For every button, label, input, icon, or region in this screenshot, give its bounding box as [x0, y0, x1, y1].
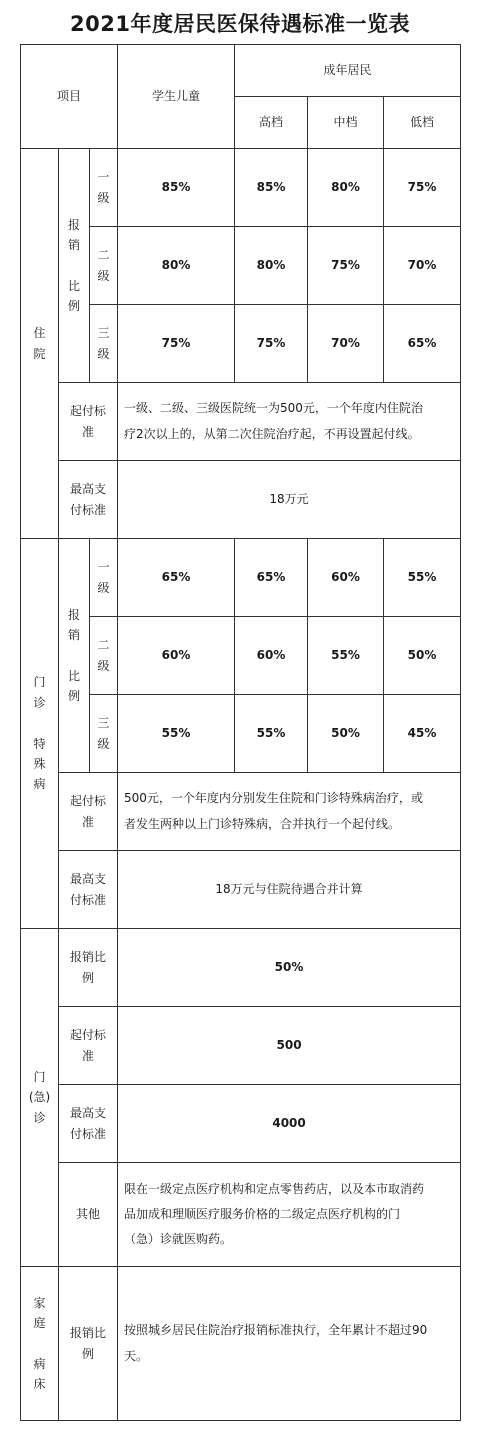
- inpatient-level-3-high: 75%: [235, 305, 308, 383]
- emergency-deductible-row: [21, 1007, 461, 1085]
- emergency-ratio-label: 报销比 例: [59, 929, 118, 1007]
- header-adult: 成年居民: [235, 45, 461, 97]
- emergency-max-label: 最高支 付标准: [59, 1085, 118, 1163]
- inpatient-deductible-text: 一级、二级、三级医院统一为500元，一个年度内住院治 疗2次以上的，从第二次住院治疗起，不再设置起付线。: [118, 383, 461, 461]
- special-label: 门 诊 特 殊 病: [21, 539, 59, 929]
- page-title: 2021年度居民医保待遇标准一览表: [70, 12, 410, 36]
- special-deductible-label: 起付标 准: [59, 773, 118, 851]
- special-level-3-high: 55%: [235, 695, 308, 773]
- header-low: 低档: [384, 97, 461, 149]
- special-deductible-row: [21, 773, 461, 851]
- special-level-3-student: 55%: [118, 695, 235, 773]
- special-level-1-row: [21, 539, 461, 617]
- inpatient-max-label: 最高支 付标准: [59, 461, 118, 539]
- emergency-other-label: 其他: [59, 1163, 118, 1267]
- home-bed-text: 按照城乡居民住院治疗报销标准执行，全年累计不超过90 天。: [118, 1267, 461, 1421]
- emergency-deductible-label: 起付标 准: [59, 1007, 118, 1085]
- inpatient-level-3-name: 三 级: [90, 305, 118, 383]
- emergency-ratio-value: 50%: [118, 929, 461, 1007]
- special-max-label: 最高支 付标准: [59, 851, 118, 929]
- inpatient-max-row: [21, 461, 461, 539]
- inpatient-deductible-label: 起付标 准: [59, 383, 118, 461]
- inpatient-level-2-high: 80%: [235, 227, 308, 305]
- special-ratio-label: 报 销 比 例: [59, 539, 90, 773]
- special-level-3-mid: 50%: [308, 695, 384, 773]
- special-level-2-low: 50%: [384, 617, 461, 695]
- special-level-1-student: 65%: [118, 539, 235, 617]
- header-high: 高档: [235, 97, 308, 149]
- inpatient-level-3-student: 75%: [118, 305, 235, 383]
- emergency-other-row: [21, 1163, 461, 1267]
- inpatient-level-2-student: 80%: [118, 227, 235, 305]
- inpatient-level-1-row: [21, 149, 461, 227]
- special-level-1-mid: 60%: [308, 539, 384, 617]
- special-level-1-high: 65%: [235, 539, 308, 617]
- emergency-max-value: 4000: [118, 1085, 461, 1163]
- emergency-deductible-value: 500: [118, 1007, 461, 1085]
- special-level-1-name: 一 级: [90, 539, 118, 617]
- inpatient-label: 住 院: [21, 149, 59, 539]
- special-level-3-name: 三 级: [90, 695, 118, 773]
- inpatient-level-1-mid: 80%: [308, 149, 384, 227]
- special-max-text: 18万元与住院待遇合并计算: [118, 851, 461, 929]
- inpatient-level-1-high: 85%: [235, 149, 308, 227]
- special-level-2-name: 二 级: [90, 617, 118, 695]
- inpatient-level-2-mid: 75%: [308, 227, 384, 305]
- special-level-2-high: 60%: [235, 617, 308, 695]
- inpatient-level-3-low: 65%: [384, 305, 461, 383]
- special-level-2-mid: 55%: [308, 617, 384, 695]
- home-bed-ratio-label: 报销比 例: [59, 1267, 118, 1421]
- home-bed-label: 家 庭 病 床: [21, 1267, 59, 1421]
- special-level-1-low: 55%: [384, 539, 461, 617]
- special-level-3-low: 45%: [384, 695, 461, 773]
- inpatient-level-1-student: 85%: [118, 149, 235, 227]
- home-bed-row: [21, 1267, 461, 1421]
- inpatient-level-1-low: 75%: [384, 149, 461, 227]
- emergency-other-text: 限在一级定点医疗机构和定点零售药店，以及本市取消药 品加成和理顺医疗服务价格的二级定点医疗机构的门 （急）诊就医购药。: [118, 1163, 461, 1267]
- inpatient-deductible-row: [21, 383, 461, 461]
- header-mid: 中档: [308, 97, 384, 149]
- emergency-max-row: [21, 1085, 461, 1163]
- inpatient-level-3-mid: 70%: [308, 305, 384, 383]
- inpatient-level-2-name: 二 级: [90, 227, 118, 305]
- header-row-1: [21, 45, 461, 97]
- header-item: 项目: [21, 45, 118, 149]
- special-max-row: [21, 851, 461, 929]
- emergency-label: 门 (急) 诊: [21, 929, 59, 1267]
- inpatient-level-1-name: 一 级: [90, 149, 118, 227]
- header-student: 学生儿童: [118, 45, 235, 149]
- inpatient-level-2-low: 70%: [384, 227, 461, 305]
- emergency-ratio-row: [21, 929, 461, 1007]
- inpatient-max-text: 18万元: [118, 461, 461, 539]
- benefit-table: [20, 44, 461, 1421]
- special-level-2-student: 60%: [118, 617, 235, 695]
- special-deductible-text: 500元，一个年度内分别发生住院和门诊特殊病治疗，或 者发生两种以上门诊特殊病，合并执行一个起付线。: [118, 773, 461, 851]
- inpatient-ratio-label: 报 销 比 例: [59, 149, 90, 383]
